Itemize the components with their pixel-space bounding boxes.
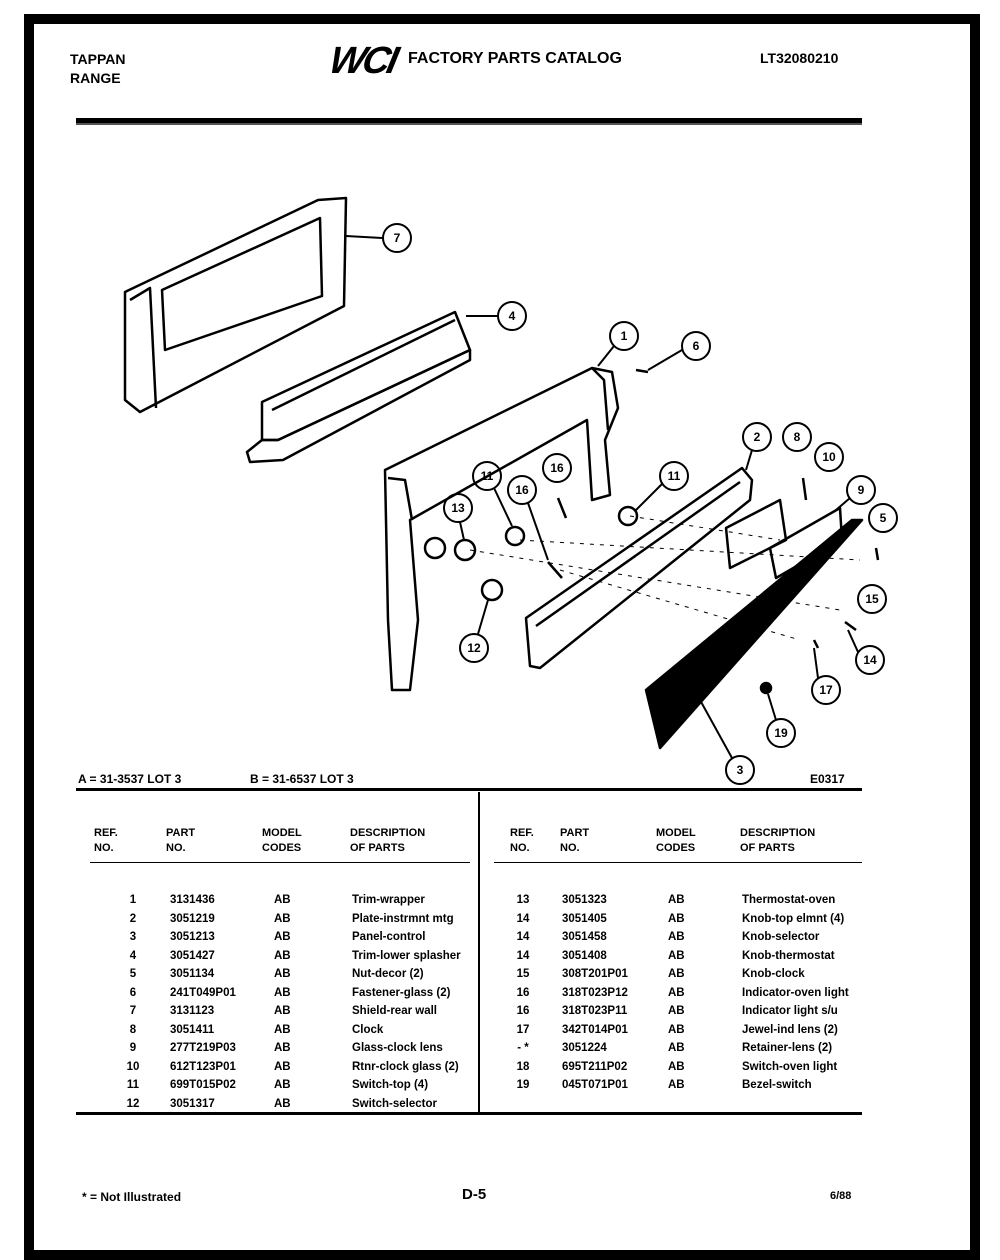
table-cell-part: 277T219P03 (170, 1042, 236, 1054)
table-cell-part: 3051411 (170, 1023, 215, 1036)
table-cell-part: 241T049P01 (170, 986, 236, 999)
table-cell-model: AB (274, 912, 291, 925)
table-cell-desc: Shield-rear wall (352, 1005, 438, 1017)
callout-4: 4 (508, 309, 516, 323)
table-cell-part: 3051224 (562, 1042, 607, 1054)
table-cell-ref: 10 (126, 1060, 140, 1073)
table-cell-ref: 6 (129, 986, 137, 999)
table-cell-ref: 2 (129, 912, 137, 925)
table-cell-ref: 14 (516, 912, 530, 925)
table-cell-model: AB (668, 894, 685, 906)
table-cell-ref: 12 (126, 1097, 140, 1110)
product-name: RANGE (70, 70, 121, 86)
table-cell-model: AB (274, 986, 291, 999)
table-cell-ref: 19 (516, 1079, 530, 1091)
header-ref-right: REF. NO. (510, 827, 534, 854)
part-19-bezel (761, 683, 771, 693)
part-11-switch-b (619, 507, 637, 525)
table-cell-desc: Indicator light s/u (742, 1005, 838, 1017)
table-cell-model: AB (668, 986, 685, 999)
table-cell-model: AB (668, 1060, 685, 1073)
callout-19: 19 (774, 726, 788, 740)
table-cell-model: AB (274, 1023, 291, 1036)
table-divider (478, 792, 480, 1112)
table-cell-desc: Trim-lower splasher (352, 949, 461, 962)
table-cell-desc: Jewel-ind lens (2) (742, 1023, 838, 1036)
table-cell-ref: 11 (126, 1079, 140, 1091)
callout-8: 8 (793, 430, 801, 444)
callout-11b: 11 (667, 469, 681, 483)
table-cell-desc: Trim-wrapper (352, 894, 425, 906)
table-cell-model: AB (274, 1042, 291, 1054)
table-cell-desc: Knob-clock (742, 968, 805, 980)
table-cell-part: 045T071P01 (562, 1079, 628, 1091)
table-cell-part: 3051134 (170, 968, 215, 980)
table-cell-ref: 9 (129, 1042, 137, 1054)
page-number: D-5 (462, 1186, 487, 1203)
table-cell-part: 318T023P12 (562, 986, 628, 999)
header-underline-right (494, 862, 862, 863)
table-cell-ref: 14 (516, 949, 530, 962)
callout-9: 9 (857, 483, 865, 497)
table-cell-part: 3051323 (562, 894, 607, 906)
table-cell-part: 3051427 (170, 949, 215, 962)
table-cell-model: AB (668, 1005, 685, 1017)
part-8-clock (726, 500, 786, 568)
part-1-wrapper (385, 368, 618, 690)
table-cell-desc: Knob-thermostat (742, 949, 835, 962)
callout-14: 14 (863, 653, 877, 667)
callout-5: 5 (879, 511, 887, 525)
table-cell-model: AB (668, 949, 685, 962)
diagram-code: E0317 (810, 772, 845, 786)
table-cell-desc: Clock (352, 1023, 384, 1036)
table-cell-ref: 16 (516, 986, 530, 999)
callout-6: 6 (692, 339, 700, 353)
table-bottom-rule (76, 1112, 862, 1115)
footer-date: 6/88 (830, 1190, 852, 1202)
table-cell-part: 699T015P02 (170, 1079, 236, 1091)
document-number: LT32080210 (760, 50, 839, 66)
table-cell-desc: Fastener-glass (2) (352, 986, 451, 999)
callout-16a: 16 (550, 461, 564, 475)
table-cell-ref: 18 (516, 1060, 530, 1073)
header-part-right: PART NO. (560, 827, 590, 854)
callout-2: 2 (753, 430, 761, 444)
table-cell-model: AB (274, 1060, 291, 1073)
table-cell-ref: 5 (129, 968, 137, 980)
wci-logo: WCI (325, 40, 400, 82)
header-part-left: PART NO. (166, 827, 196, 854)
brand-name: TAPPAN (70, 51, 126, 67)
callout-11a: 11 (480, 469, 494, 483)
table-cell-part: 612T123P01 (170, 1060, 236, 1073)
table-cell-desc: Glass-clock lens (352, 1042, 443, 1054)
table-cell-ref: 14 (516, 931, 530, 943)
table-cell-ref: 8 (129, 1023, 137, 1036)
table-cell-part: 3131123 (170, 1005, 215, 1017)
table-cell-desc: Switch-top (4) (352, 1079, 429, 1091)
table-cell-model: AB (668, 1079, 685, 1091)
table-cell-model: AB (274, 931, 291, 943)
callout-1: 1 (620, 329, 628, 343)
header-ref-left: REF. NO. (94, 827, 118, 854)
callout-13: 13 (451, 501, 465, 515)
table-cell-ref: 16 (516, 1005, 530, 1017)
callout-16b: 16 (515, 483, 529, 497)
table-cell-part: 3051213 (170, 931, 215, 943)
table-cell-part: 318T023P11 (562, 1005, 628, 1017)
table-cell-model: AB (274, 1079, 291, 1091)
table-cell-model: AB (274, 894, 291, 906)
table-cell-desc: Nut-decor (2) (352, 968, 424, 980)
part-3-panel (646, 520, 862, 748)
table-cell-desc: Panel-control (352, 931, 426, 943)
table-cell-desc: Rtnr-clock glass (2) (352, 1060, 459, 1073)
footer-note: * = Not Illustrated (82, 1190, 182, 1204)
table-cell-desc: Indicator-oven light (742, 986, 849, 999)
table-cell-part: 3051405 (562, 912, 607, 925)
table-cell-part: 3131436 (170, 894, 215, 906)
table-cell-model: AB (274, 949, 291, 962)
callout-17: 17 (819, 683, 833, 697)
part-12-selector (482, 580, 502, 600)
table-cell-part: 695T211P02 (562, 1060, 628, 1073)
table-cell-ref: 4 (129, 949, 137, 962)
table-cell-model: AB (668, 968, 685, 980)
part-11-switch-a (506, 527, 524, 545)
table-cell-desc: Plate-instrmnt mtg (352, 912, 454, 925)
table-cell-model: AB (274, 1097, 291, 1110)
header-underline-left (90, 862, 470, 863)
table-cell-ref: 15 (516, 968, 530, 980)
header-desc-right: DESCRIPTION OF PARTS (740, 827, 816, 854)
table-cell-ref: 13 (516, 894, 530, 906)
lot-b: B = 31-6537 LOT 3 (250, 772, 354, 786)
lot-a: A = 31-3537 LOT 3 (78, 772, 182, 786)
table-cell-model: AB (274, 1005, 291, 1017)
table-cell-desc: Retainer-lens (2) (742, 1042, 833, 1054)
table-cell-desc: Switch-selector (352, 1097, 437, 1110)
table-cell-model: AB (668, 1042, 685, 1054)
header-desc-left: DESCRIPTION OF PARTS (350, 827, 426, 854)
table-cell-part: 342T014P01 (562, 1023, 628, 1036)
table-cell-part: 3051408 (562, 949, 607, 962)
callout-7: 7 (393, 231, 401, 245)
table-cell-ref: 7 (129, 1005, 137, 1017)
header-model-left: MODEL CODES (262, 827, 302, 854)
table-cell-part: 308T201P01 (562, 968, 628, 980)
table-cell-part: 3051458 (562, 931, 607, 943)
callout-12: 12 (467, 641, 481, 655)
table-top-rule (76, 788, 862, 791)
table-cell-ref: 1 (129, 894, 137, 906)
table-cell-model: AB (668, 931, 685, 943)
callout-3: 3 (736, 763, 744, 777)
table-cell-desc: Knob-top elmnt (4) (742, 912, 845, 925)
table-cell-desc: Knob-selector (742, 931, 820, 943)
table-cell-desc: Switch-oven light (742, 1060, 838, 1073)
table-cell-model: AB (668, 912, 685, 925)
table-cell-model: AB (668, 1023, 685, 1036)
table-cell-model: AB (274, 968, 291, 980)
table-cell-desc: Bezel-switch (742, 1079, 812, 1091)
table-cell-desc: Thermostat-oven (742, 894, 836, 906)
callout-10: 10 (822, 450, 836, 464)
table-cell-ref: 17 (516, 1023, 530, 1036)
table-cell-ref: - * (517, 1042, 529, 1054)
table-cell-part: 3051317 (170, 1097, 215, 1110)
catalog-title: FACTORY PARTS CATALOG (408, 50, 622, 67)
table-cell-ref: 3 (129, 931, 137, 943)
part-7-shield (125, 198, 346, 412)
callout-15: 15 (865, 592, 879, 606)
header-model-right: MODEL CODES (656, 827, 696, 854)
table-cell-part: 3051219 (170, 912, 215, 925)
